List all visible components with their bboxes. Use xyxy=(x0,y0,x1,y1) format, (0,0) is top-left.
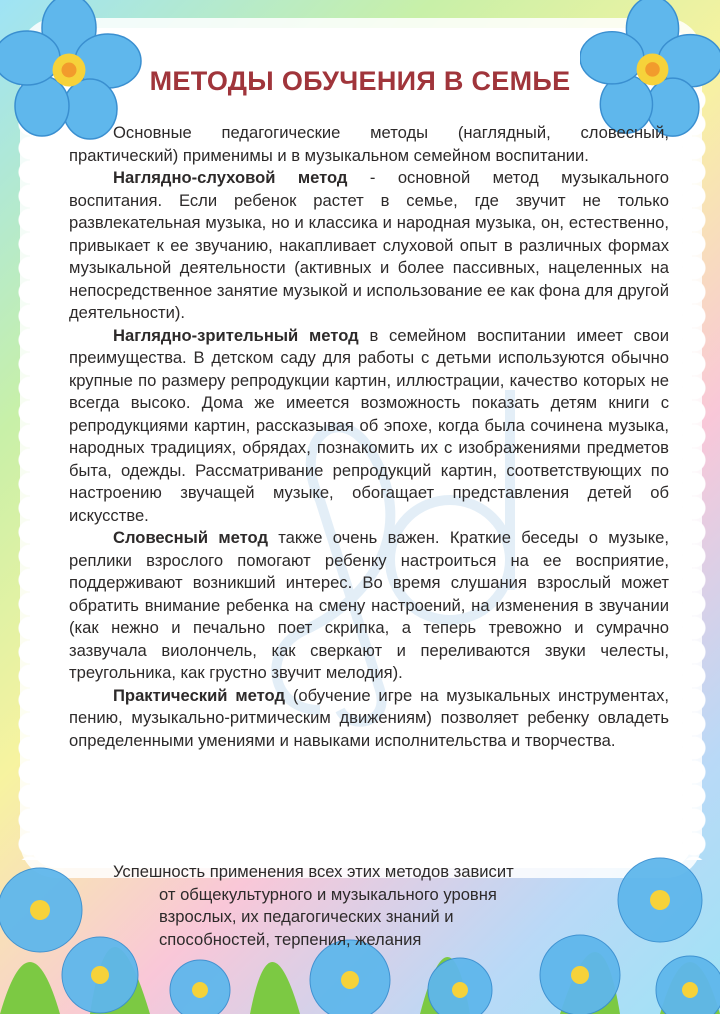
closing-line: от общекультурного и музыкального уровня xyxy=(159,884,497,904)
section-text: - основной метод музыкального воспитания. Если ребенок растет в семье, где звучит не только развлекательная музыка, но и классика и народная музыка, он, естественно, привыкает к ее звучанию, накапливает слуховой опыт в различных формах музыкальной деятельности (активных и более пассивных, нацеленных на непосредственное занятие музыкой и использование ее как фона для другой деятельности). xyxy=(69,168,669,322)
section-text: также очень важен. Краткие беседы о музыке, реплики взрослого помогают ребенку настроиться на ее восприятие, поддерживают возникший интерес. Во время слушания взрослый может обратить внимание ребенка на смену настроений, на изменения в звучании (как нежно и печально поет скрипка, а теперь тревожно и сумрачно зазвучала виолончель, как сверкают и переливаются звуки челесты, треугольника, как грустно звучит мелодия). xyxy=(69,528,670,682)
section-term: Наглядно-слуховой метод xyxy=(113,168,348,187)
closing-block xyxy=(113,861,514,951)
section-text: (обучение игре на музыкальных инструментах, пению, музыкально-ритмическим движениям) позволяет ребенку овладеть определенными умениями и навыками исполнительства и творчества. xyxy=(69,685,669,750)
section-term: Словесный метод xyxy=(113,528,268,547)
closing-line: Успешность применения всех этих методов зависит xyxy=(113,862,514,881)
section-text: в семейном воспитании имеет свои преимущества. В детском саду для работы с детьми используются обычно крупные по размеру репродукции картин, иллюстрации, качество которых не всегда высоко. Дома же имеется возможность показать детям книги с репродукциями картин, рассказывая об эпохе, когда была сочинена музыка, народных традициях, обрядах, познакомить их с изображениями предметов быта, одежды. Рассматривание репродукций картин, соответствующих по настроению звучащей музыке, обогащает представления детей об искусстве. xyxy=(69,325,670,525)
main-text xyxy=(69,122,669,752)
section-paragraph xyxy=(69,527,669,685)
section-paragraph xyxy=(69,325,669,528)
scallop-edge-right xyxy=(682,40,706,860)
section-paragraph xyxy=(69,685,669,753)
page-title: МЕТОДЫ ОБУЧЕНИЯ В СЕМЬЕ xyxy=(149,66,571,96)
section-paragraph xyxy=(69,167,669,325)
scallop-edge-left xyxy=(18,40,42,860)
closing-line: взрослых, их педагогических знаний и xyxy=(159,907,454,926)
intro-paragraph: Основные педагогические методы (наглядный, словесный, практический) применимы и в музыкальном семейном воспитании. xyxy=(69,123,669,165)
section-term: Наглядно-зрительный метод xyxy=(113,325,359,345)
closing-line: способностей, терпения, желания xyxy=(159,929,422,949)
section-term: Практический метод xyxy=(113,685,285,705)
